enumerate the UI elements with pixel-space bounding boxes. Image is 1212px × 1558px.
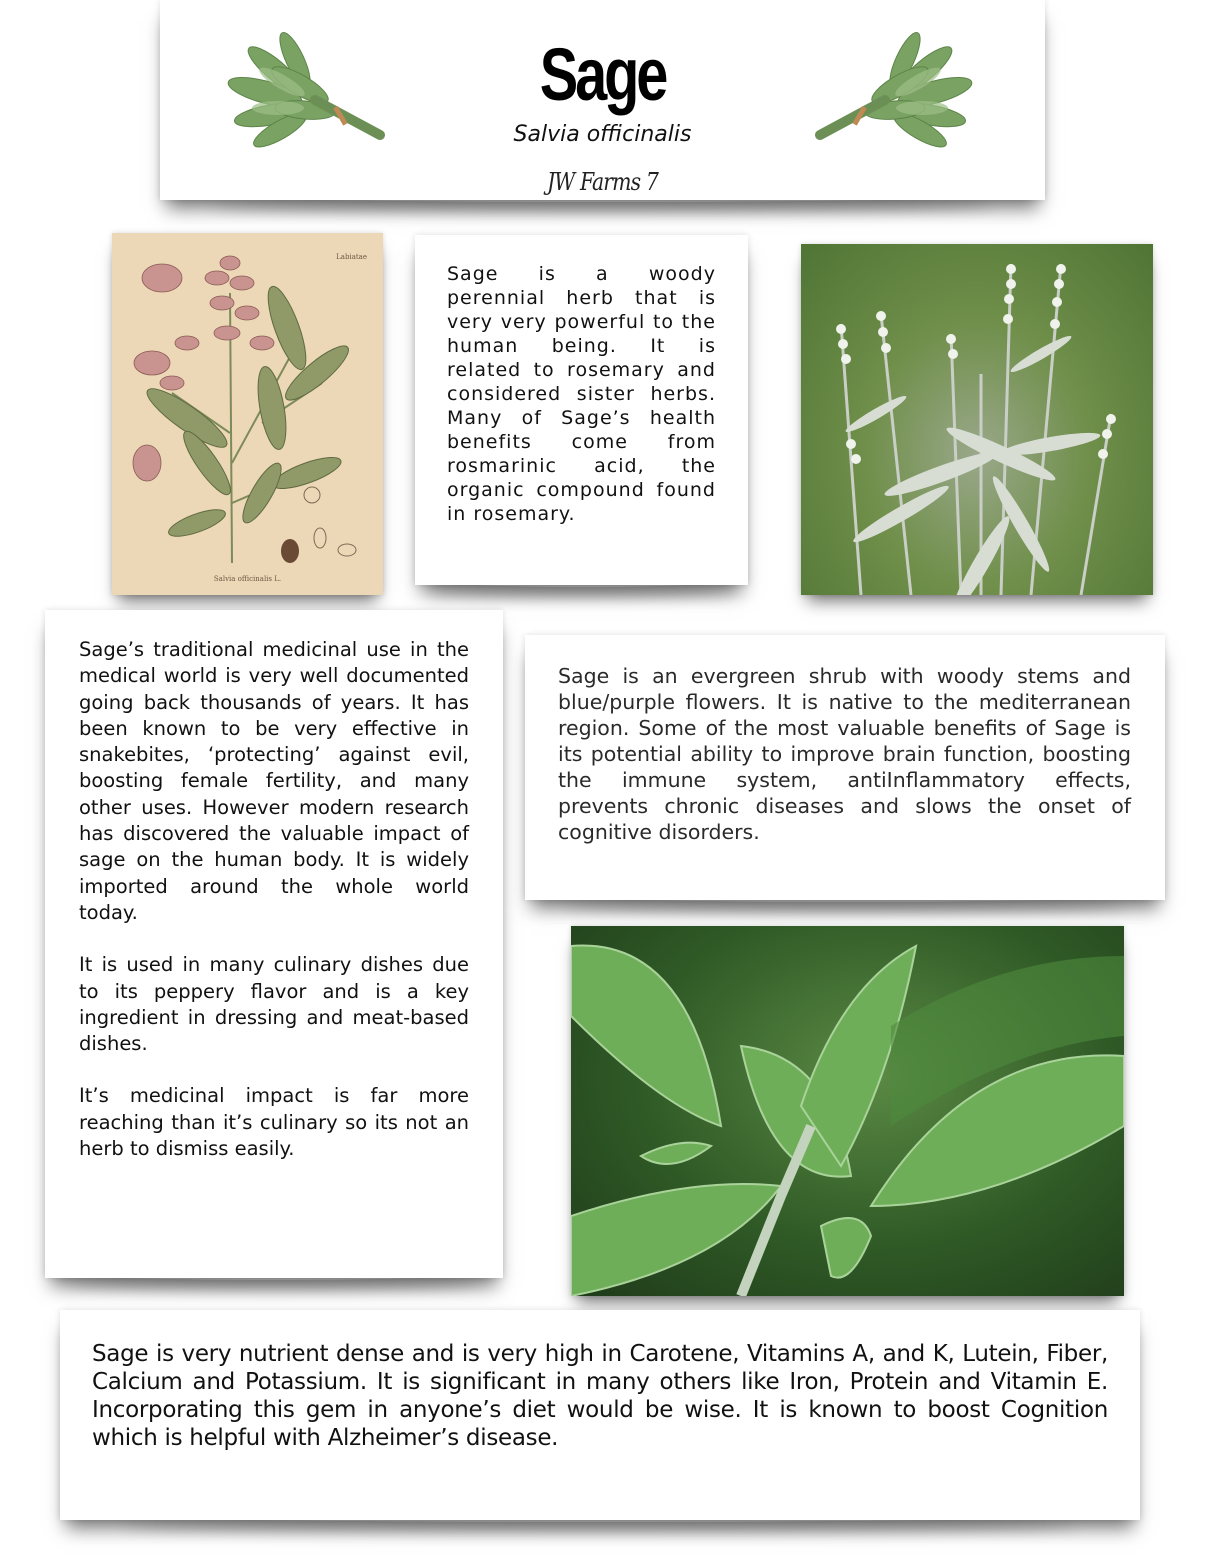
scientific-name: Salvia officinalis [513,122,692,147]
history-paragraph: It’s medicinal impact is far more reaching than it’s culinary so its not an herb to dismiss easily. [79,1084,469,1161]
sage-plant-drawing-icon [112,233,383,595]
description-card [525,635,1165,900]
nutrition-card [60,1310,1140,1520]
flowering-sage-plant-image [801,244,1153,595]
sage-leaves-closeup-image [571,926,1124,1296]
history-paragraph: It is used in many culinary dishes due to its peppery flavor and is a key ingredient in dressing and meat-based dishes. [79,953,469,1056]
intro-text: Sage is a woody perennial herb that is very very powerful to the human being. It is related to rosemary and considered sister herbs. Many of Sage’s health benefits come from rosmarinic acid, the organic compound found in rosemary. [447,263,716,525]
author-signature: JW Farms 7 [546,168,659,196]
intro-card [415,235,748,585]
history-card [45,610,503,1278]
history-text [79,637,469,1188]
header-card [160,0,1045,200]
history-paragraph: Sage’s traditional medicinal use in the medical world is very well documented going back thousands of years. It has been known to be very effective in snakebites, ‘protecting’ against evil, boosting female fertility, and many other uses. However modern research has discovered the valuable impact of sage on the human body. It is widely imported around the whole world today. [79,638,469,924]
botanical-family-label: Labiatae [336,253,367,261]
silver-sage-plant-icon [801,244,1153,595]
botanical-illustration-image [112,233,383,595]
botanical-caption: Salvia officinalis L. [213,575,282,583]
description-text: Sage is an evergreen shrub with woody stems and blue/purple flowers. It is native to the mediterranean region. Some of the most valuable benefits of Sage is its potential ability to improve brain function, boosting the immune system, antiInflammatory effects, prevents chronic diseases and slows the onset of cognitive disorders. [558,664,1131,844]
sage-leaf-icon [571,926,1124,1296]
page-title: Sage [539,33,666,116]
sage-bundle-icon [810,30,980,160]
nutrition-text: Sage is very nutrient dense and is very high in Carotene, Vitamins A, and K, Lutein, Fiber, Calcium and Potassium. It is significant in many others like Iron, Protein and Vitamin E. Incorporating this gem in anyone’s diet would be wise. It is known to boost Cognition which is helpful with Alzheimer’s disease. [92,1341,1108,1451]
